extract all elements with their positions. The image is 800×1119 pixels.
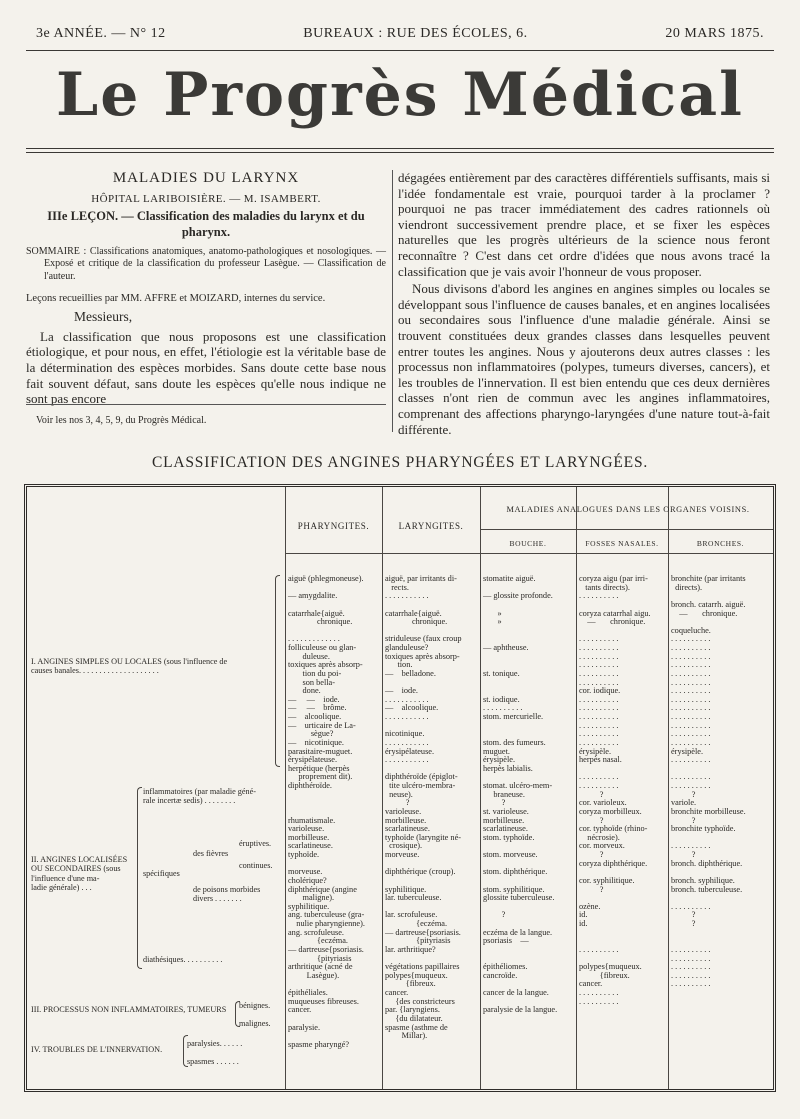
salutation: Messieurs, xyxy=(74,308,133,324)
header-bronches: BRONCHES. xyxy=(696,539,745,548)
newspaper-title: Le Progrès Médical xyxy=(56,60,744,130)
class-3-label: III. PROCESSUS NON INFLAMMATOIRES, TUMEURS xyxy=(31,1005,227,1014)
header-bouche: BOUCHE. xyxy=(509,539,547,548)
pharyngites-column: aiguë (phlegmoneuse). — amygdalite. catarrhale{aiguë. chronique. . . . . . . . . . . . . . folliculeuse ou glan- duleuse. toxiques après absorp- tion du poi- son bella- done. — — iode. — — brôme. — alcoolique. — urticaire de La- sègue? — nicotinique. parasitaire-muguet. érysipélateuse. herpétique (herpès proprement dit). diphthéroïde. rhumatismale. varioleuse. morbilleuse. scarlatineuse. typhoïde. morveuse. cholérique? diphthérique (angine maligne). syphilitique. ang. tuberculeuse (gra- nulie pharyngienne). ang. scrofuleuse. {eczéma. — dartreuse{psoriasis. {pityriasis arthritique (acné de Lasègue). épithéliales. muqueuses fibreuses. cancer. paralysie. spasme pharyngé? xyxy=(288,574,365,1049)
recueil-line: Leçons recueillies par MM. AFFRE et MOIZARD, internes du service. xyxy=(26,292,326,304)
footnote-rule xyxy=(26,404,386,405)
sub-inflammatoires: inflammatoires (par maladie géné- rale incertæ sedis) . . . . . . . . xyxy=(143,787,256,806)
issue-date: 20 MARS 1875. xyxy=(665,26,764,41)
title-rule xyxy=(26,148,774,149)
paragraph-3: Nous divisons d'abord les angines en angines simples ou locales se développant sous l'influence de causes banales, et en angines localisées ou secondaires sous l'influence d'une maladie générale. Ainsi se trouvent constituées deux grandes classes dans lesquelles peuvent entrer toutes les angines. Nous y ajouterons deux autres classes : les processus non inflammatoires (polypes, tumeurs diverses, cancers), et les troubles de l'innervation. Il est bien entendu que ces deux dernières classes n'ont rien de commun avec les angines inflammatoires, comprenant des affections pharyngo-laryngées d'une nature tout-à-fait différente. xyxy=(398,281,770,437)
fosses-nasales-column: coryza aigu (par irri- tants directs). . . . . . . . . . . coryza catarrhal aigu. — chronique. . . . . . . . . . . . . . . . . . . . . . . . . . . . . . . . . . . . . . . . . . . . . . . . . . . . . . . . . . . . . cor. iodique. . . . . . . . . . . . . . . . . . . . . . . . . . . . . . . . . . . . . . . . . . . . . . . . . . . . . . . . . . . . . érysipèle. herpès nasal. . . . . . . . . . . . . . . . . . . . . ? cor. varioleux. coryza morbilleux. ? cor. typhoïde (rhino- nécrosie). cor. morveux. ? coryza diphthérique. cor. syphilitique. ? ozène. id. id. . . . . . . . . . . polypes{muqueux. {fibreux. cancer. . . . . . . . . . . . . . . . . . . . . xyxy=(579,574,651,1006)
col-divider xyxy=(285,487,286,1089)
header-rule xyxy=(480,529,773,530)
col-divider xyxy=(668,487,669,1089)
top-rule xyxy=(26,50,774,51)
sub-poisons: de poisons morbides divers . . . . . . . xyxy=(193,885,261,904)
office-address: BUREAUX : RUE DES ÉCOLES, 6. xyxy=(303,26,528,41)
sub-diathesiques: diathésiques. . . . . . . . . . xyxy=(143,955,223,964)
bronches-column: bronchite (par irritants directs). bronch. catarrh. aiguë. — chronique. coqueluche. . . . . . . . . . . . . . . . . . . . . . . . . . . . . . . . . . . . . . . . . . . . . . . . . . . . . . . . . . . . . . . . . . . . . . . . . . . . . . . . . . . . . . . . . . . . . . . . . . . . . . . . . . . . . . . . . . . . . . . . . . . . . . . . . . . érysipèle. . . . . . . . . . . . . . . . . . . . . . . . . . . . . . . ? variole. bronchite morbilleuse. ? bronchite typhoïde. . . . . . . . . . . ? bronch. diphthérique. bronch. syphilique. bronch. tuberculeuse. . . . . . . . . . . ? ? . . . . . . . . . . . . . . . . . . . . . . . . . . . . . . . . . . . . . . . . . . . . . . . . . . xyxy=(671,574,746,989)
header-fosses-nasales: FOSSES NASALES. xyxy=(585,539,659,548)
issue-number: 3e ANNÉE. — N° 12 xyxy=(36,26,166,41)
hospital-line: HÔPITAL LARIBOISIÈRE. — M. ISAMBERT. xyxy=(91,193,321,205)
class-4-label: IV. TROUBLES DE L'INNERVATION. xyxy=(31,1045,163,1054)
table-title: CLASSIFICATION DES ANGINES PHARYNGÉES ET LARYNGÉES. xyxy=(151,454,649,471)
header-bottom-rule xyxy=(285,553,773,554)
header-organes-voisins: MALADIES ANALOGUES DANS LES ORGANES VOISINS. xyxy=(506,505,750,514)
sommaire: SOMMAIRE : Classifications anatomiques, anatomo-pathologiques et nosologiques. — Exposé et critique de la classification du professeur Lasègue. — Classification de l'auteur. xyxy=(26,246,386,282)
left-column xyxy=(26,170,386,407)
sub-eruptives: éruptives. xyxy=(239,839,272,848)
masthead xyxy=(36,26,764,44)
article-heading: MALADIES DU LARYNX xyxy=(112,170,300,186)
bouche-column: stomatite aiguë. — glossite profonde. » » — aphtheuse. st. tonique. st. iodique. . . . . . . . . . . stom. mercurielle. stom. des fumeurs. muguet. érysipèle. herpès labialis. stomat. ulcéro-mem- braneuse. ? st. varioleuse. morbilleuse. scarlatineuse. stom. typhoïde. stom. morveuse. stom. diphthérique. stom. syphilitique. glossite tuberculeuse. ? eczéma de la langue. psoriasis — épithéliomes. cancroïde. cancer de la langue. paralysie de la langue. xyxy=(483,574,558,1015)
footnote: Voir les nos 3, 4, 5, 9, du Progrès Médical. xyxy=(36,415,207,426)
lecon-title: IIIe LEÇON. — Classification des maladies du larynx et du pharynx. xyxy=(47,209,365,239)
sub-des-fievres: des fièvres xyxy=(193,849,229,858)
paragraph-1: La classification que nous proposons est une classification étiologique, et pour nous, en effet, l'étiologie est la véritable base de la détermination des espèces morbides. Sans doute cette base nous fait souvent défaut, sans doute les espèces qu'elle nous indique ne sont pas encore xyxy=(26,328,386,407)
paragraph-2: dégagées entièrement par des caractères différentiels suffisants, mais si l'idée fondamentale est vraie, pourquoi tarder à la proclamer ? pourquoi ne pas tracer immédiatement des cadres rationnels où viendront successivement prendre place, et se fixer les espèces naturelles que les progrès ultérieurs de la science nous feront reconnaître ? C'est dans cet ordre d'idées que nous avons tracé la classification que je vais avoir l'honneur de vous proposer. xyxy=(398,170,770,279)
class-2-brace xyxy=(137,787,142,969)
sub-specifiques: spécifiques xyxy=(143,869,180,878)
right-column xyxy=(398,170,770,437)
laryngites-column: aiguë, par irritants di- rects. . . . . . . . . . . . catarrhale{aiguë. chronique. striduleuse (faux croup glanduleuse? toxiques après absorp- tion. — belladone. — iode. . . . . . . . . . . . — alcoolique. . . . . . . . . . . . nicotinique. . . . . . . . . . . . érysipélateuse. . . . . . . . . . . . diphthéroïde (épiglot- tite ulcéro-membra- neuse). ? varioleuse. morbilleuse. scarlatineuse. typhoïde (laryngite né- crosique). morveuse. diphthérique (croup). syphilitique. lar. tuberculeuse. lar. scrofuleuse. {eczéma. — dartreuse{psoriasis. {pityriasis lar. arthritique? végétations papillaires polypes{muqueux. {fibreux. cancer. {des constricteurs par. {laryngiens. {du dilatateur. spasme (asthme de Millar). xyxy=(385,574,462,1041)
header-pharyngites: PHARYNGITES. xyxy=(297,521,370,531)
col-divider xyxy=(382,487,383,1089)
class-1-label: I. ANGINES SIMPLES OU LOCALES (sous l'influence de causes banales. . . . . . . . . . . . . . . . . . . . xyxy=(31,657,228,676)
class-2-label: II. ANGINES LOCALISÉES OU SECONDAIRES (sous l'influence d'une ma- ladie générale) . . . xyxy=(31,855,128,893)
col-divider xyxy=(576,487,577,1089)
sub-spasmes: spasmes . . . . . . xyxy=(187,1057,239,1066)
sub-malignes: malignes. xyxy=(239,1019,271,1028)
sub-continues: continues. xyxy=(239,861,273,870)
sub-paralysies: paralysies. . . . . . xyxy=(187,1039,243,1048)
class-1-brace xyxy=(275,575,280,767)
column-divider xyxy=(392,170,393,432)
classification-table xyxy=(24,484,776,1092)
title-rule-2 xyxy=(26,152,774,153)
header-laryngites: LARYNGITES. xyxy=(398,521,464,531)
col-divider xyxy=(480,487,481,1089)
sub-benignes: bénignes. xyxy=(239,1001,271,1010)
